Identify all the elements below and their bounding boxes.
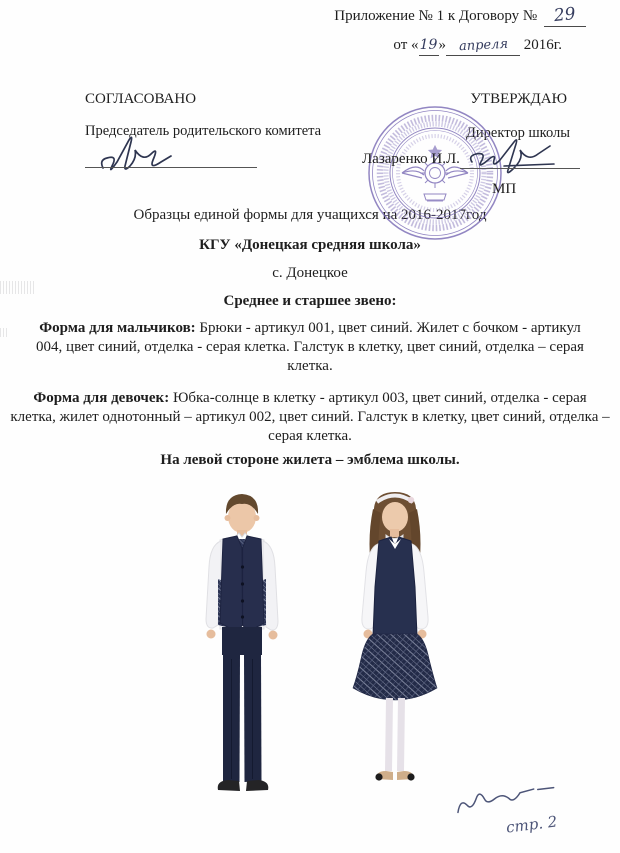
header-line-2: [0, 36, 562, 56]
date-quote-close: »: [438, 37, 447, 53]
handwritten-day: 19: [419, 37, 438, 53]
boy-trousers: [222, 627, 262, 655]
girl-vest: [373, 537, 417, 636]
header-line-1: [0, 3, 586, 27]
emblem-note: На левой стороне жилета – эмблема школы.: [160, 452, 460, 468]
approved-title: УТВЕРЖДАЮ: [470, 91, 567, 107]
girl-uniform-photo: [328, 487, 462, 793]
date-year: 2016г.: [523, 37, 562, 53]
girls-uniform-text: Юбка-солнце в клетку - артикул 003, цвет синий, отделка - серая клетка, жилет однотонный – артикул 002, цвет синий. Галстук в клетку, цвет синий, отделка – серая клетка.: [10, 390, 610, 444]
boys-uniform-paragraph: [30, 319, 590, 376]
samples-intro: Образцы единой формы для учащихся на 2016-2017год: [133, 207, 487, 223]
section-heading: Среднее и старшее звено:: [223, 293, 397, 309]
village-name: с. Донецкое: [272, 265, 348, 281]
date-prefix: от «: [393, 37, 419, 53]
parent-committee-signature: [95, 132, 255, 178]
director-signature-line: [460, 168, 580, 169]
girl-face: [382, 502, 408, 532]
right-role-label: Директор школы: [466, 125, 570, 141]
boys-uniform-label: Форма для мальчиков:: [39, 320, 196, 336]
seal-place-label: МП: [492, 181, 517, 197]
director-name: Лазаренко И.Л.: [362, 151, 460, 167]
boy-uniform-photo: [190, 487, 296, 799]
boys-uniform-text: Брюки - артикул 001, цвет синий. Жилет с бочком - артикул 004, цвет синий, отделка - серая клетка. Галстук в клетку, цвет синий, отделка – серая клетка.: [36, 320, 584, 374]
handwritten-month: апреля: [458, 36, 508, 55]
school-name: КГУ «Донецкая средняя школа»: [199, 237, 421, 253]
handwritten-page-note: [449, 773, 604, 844]
appendix-title: Приложение № 1 к Договору №: [334, 8, 538, 24]
page-number-note: стр. 2: [505, 812, 559, 837]
girl-skirt: [353, 634, 437, 700]
handwritten-contract-number: 29: [553, 3, 577, 27]
director-signature: [466, 136, 562, 176]
scan-artifact-small: [0, 328, 8, 337]
left-signature-line: [85, 167, 257, 168]
agreed-title: СОГЛАСОВАНО: [85, 91, 197, 107]
boy-vest: [220, 536, 243, 632]
contract-number-underline: [544, 3, 586, 27]
girls-uniform-label: Форма для девочек:: [33, 390, 170, 406]
girls-uniform-paragraph: [10, 389, 610, 446]
left-role-label: Председатель родительского комитета: [85, 123, 322, 139]
girl-tights: [385, 698, 393, 771]
boy-shoes: [218, 780, 240, 791]
scan-artifact: [0, 281, 36, 294]
